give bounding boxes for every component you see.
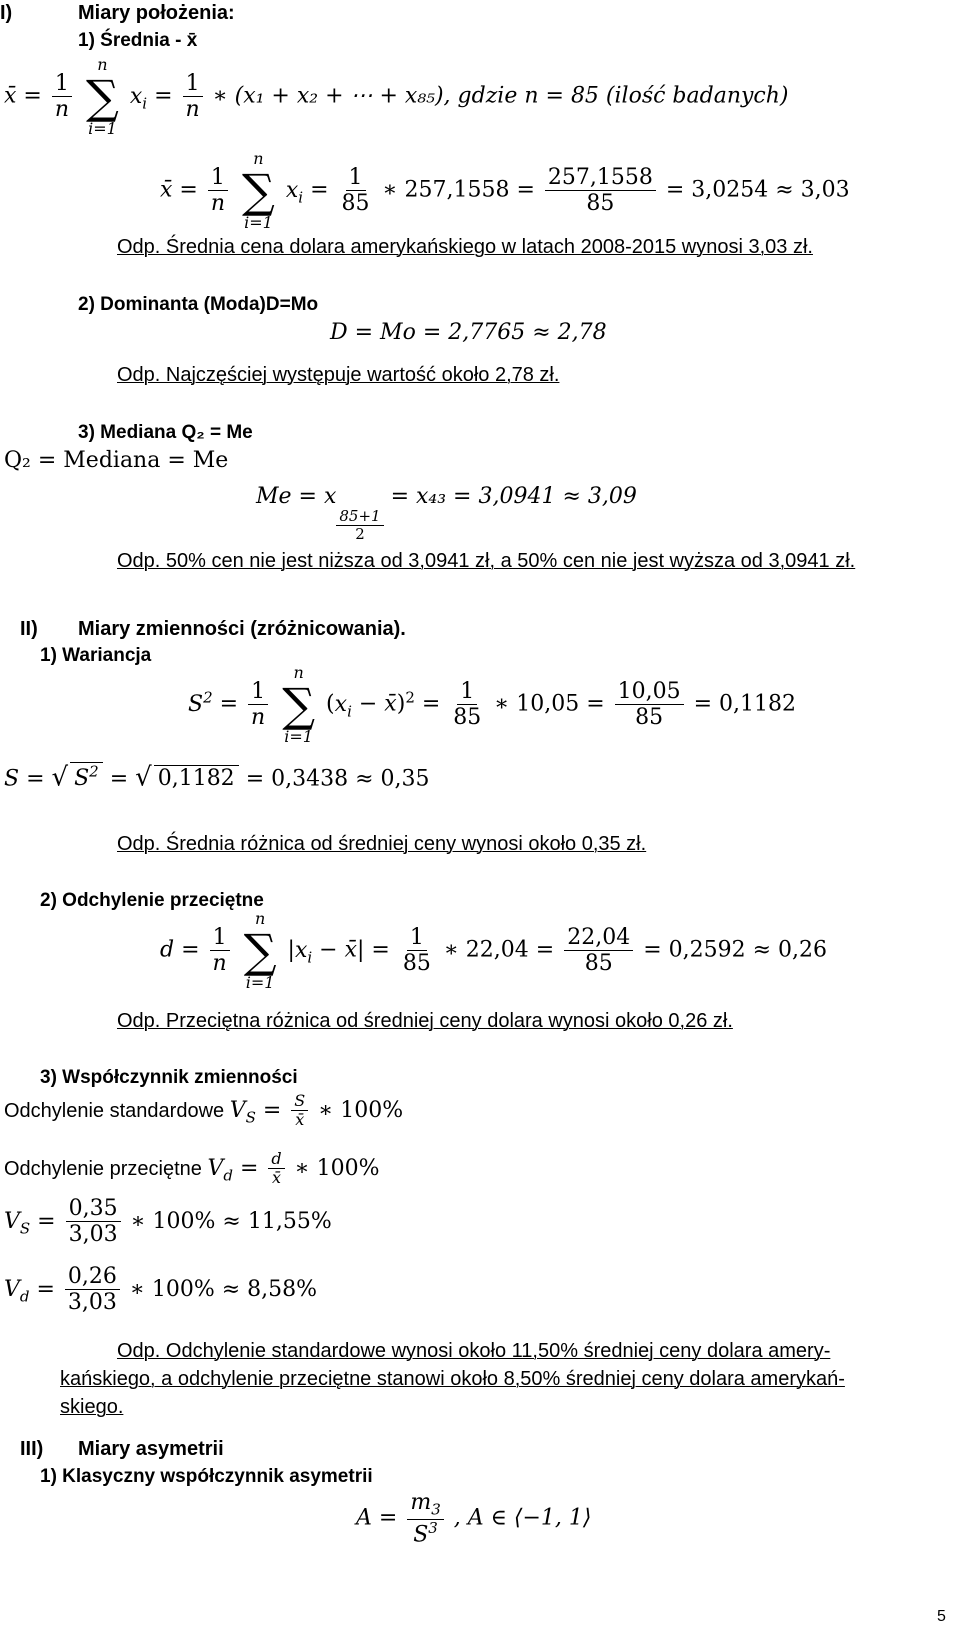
answer-dominanta: Odp. Najczęściej występuje wartość około 2,78 zł. xyxy=(117,364,560,386)
subsection-heading-wariancja: 1) Wariancja xyxy=(40,645,152,666)
vd-definition: Odchylenie przeciętne $V_d$ = $\frac{d}{x̄}$ ∗ 100% xyxy=(4,1149,380,1188)
mean-formula: x̄ = $\frac{1}{n}$ n ∑ i=1 $x_i$ = $\frac{1}{n}$ ∗ (x₁ + x₂ + ⋯ + x₈₅), gdzie n = 85 (ilość badanych) xyxy=(4,55,789,138)
dominanta-formula: D = Mo = 2,7765 ≈ 2,78 xyxy=(330,320,607,345)
mediana-definition: Q₂ = Mediana = Me xyxy=(4,448,229,473)
subsection-heading-odchylenie: 2) Odchylenie przeciętne xyxy=(40,890,264,911)
asymetria-formula: A = $\frac{m_3}{S^3}$ , A ∈ ⟨−1, 1⟩ xyxy=(356,1490,592,1547)
section-numeral: III) xyxy=(20,1438,44,1460)
section-title: Miary asymetrii xyxy=(78,1438,224,1460)
subsection-heading-asymetria: 1) Klasyczny współczynnik asymetrii xyxy=(40,1466,373,1487)
section-title: Miary zmienności (zróżnicowania). xyxy=(78,618,406,640)
answer-wspolczynnik-line2: kańskiego, a odchylenie przeciętne stanowi około 8,50% średniej ceny dolara amerykań- xyxy=(60,1368,845,1390)
answer-mediana: Odp. 50% cen nie jest niższa od 3,0941 zł, a 50% cen nie jest wyższa od 3,0941 zł. xyxy=(117,550,856,572)
answer-wariancja: Odp. Średnia różnica od średniej ceny wynosi około 0,35 zł. xyxy=(117,833,647,855)
section-title: Miary położenia: xyxy=(78,2,235,24)
mean-formula-tail: ∗ (x₁ + x₂ + ⋯ + x₈₅), gdzie n = 85 (ilość badanych) xyxy=(212,83,789,109)
answer-odchylenie: Odp. Przeciętna różnica od średniej ceny dolara wynosi około 0,26 zł. xyxy=(117,1010,733,1032)
std-dev-formula: S = √ $S^2$ = √ 0,1182 = 0,3438 ≈ 0,35 xyxy=(4,762,430,793)
wariancja-formula: $S^2$ = $\frac{1}{n}$ n ∑ i=1 ($x_i$ − x̄)$^2$ = $\frac{1}{85}$ ∗ 10,05 = $\frac{10,05}{85}$ = 0,1182 xyxy=(188,663,797,746)
answer-wspolczynnik-line3: skiego. xyxy=(60,1396,124,1418)
mediana-formula: Me = x $\frac{85+1}{2}$ = x₄₃ = 3,0941 ≈ 3,09 xyxy=(256,484,637,544)
subsection-heading-wspolczynnik: 3) Współczynnik zmienności xyxy=(40,1067,298,1088)
answer-wspolczynnik-line1: Odp. Odchylenie standardowe wynosi około 11,50% średniej ceny dolara amery- xyxy=(117,1340,831,1362)
answer-srednia: Odp. Średnia cena dolara amerykańskiego w latach 2008-2015 wynosi 3,03 zł. xyxy=(117,236,813,258)
section-numeral: II) xyxy=(20,618,38,640)
vs-calc: $V_S$ = $\frac{0,35}{3,03}$ ∗ 100% ≈ 11,55% xyxy=(4,1196,332,1248)
vd-calc: $V_d$ = $\frac{0,26}{3,03}$ ∗ 100% ≈ 8,58% xyxy=(4,1264,318,1316)
vs-definition: Odchylenie standardowe $V_S$ = $\frac{S}{x̄}$ ∗ 100% xyxy=(4,1091,404,1130)
subsection-heading-dominanta: 2) Dominanta (Moda)D=Mo xyxy=(78,294,319,315)
odchylenie-formula: d = $\frac{1}{n}$ n ∑ i=1 $|x_i$ − x̄| = $\frac{1}{85}$ ∗ 22,04 = $\frac{22,04}{85}$ = 0,2592 ≈ 0,26 xyxy=(160,909,828,992)
mean-calc: x̄ = $\frac{1}{n}$ n ∑ i=1 $x_i$ = $\frac{1}{85}$ ∗ 257,1558 = $\frac{257,1558}{85}$ = 3,0254 ≈ 3,03 xyxy=(160,149,850,232)
subsection-heading-mediana: 3) Mediana Q₂ = Me xyxy=(78,422,253,443)
section-numeral: I) xyxy=(0,2,13,24)
page-number: 5 xyxy=(937,1608,946,1625)
subsection-heading-srednia: 1) Średnia - x̄ xyxy=(78,30,198,51)
